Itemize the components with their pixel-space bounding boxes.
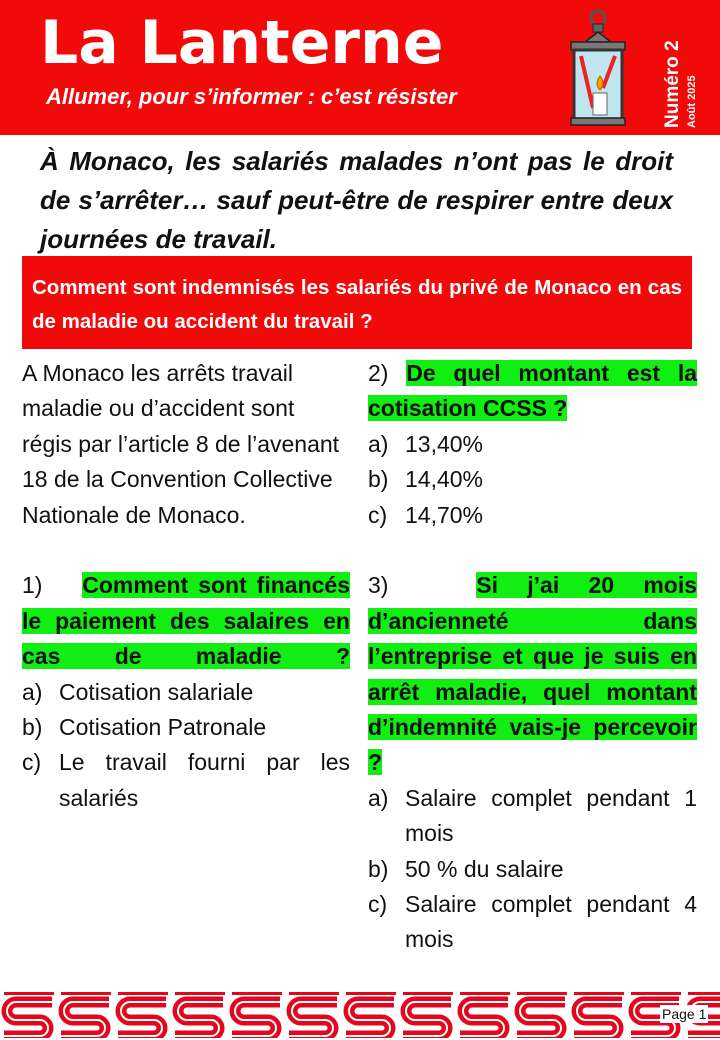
question-3: 3) Si j’ai 20 mois d’ancienneté dans l’entreprise et que je suis en arrêt maladie, quel montant d’indemnité vais-je percevoir ?: [368, 572, 697, 776]
left-column: [22, 356, 350, 816]
intro-paragraph: A Monaco les arrêts travail maladie ou d’accident sont régis par l’article 8 de l’avenant 18 de la Convention Collective Nationale de Monaco.: [22, 360, 340, 528]
issue-number: Numéro 2: [662, 40, 683, 128]
lantern-icon: [563, 8, 633, 128]
question-1: 1) Comment sont financés le paiement des salaires en cas de maladie ?: [22, 572, 350, 670]
issue-info: [662, 40, 698, 128]
answer-item: a) Salaire complet pendant 1 mois: [368, 784, 697, 847]
headline: À Monaco, les salariés malades n’ont pas le droit de s’arrêter… sauf peut-être de respirer entre deux journées de travail.: [40, 146, 673, 254]
question-box: Comment sont indemnisés les salariés du privé de Monaco en cas de maladie ou accident du travail ?: [22, 256, 692, 349]
answer-item: c) Salaire complet pendant 4 mois: [368, 891, 697, 953]
answer-item: b) Cotisation Patronale: [22, 714, 267, 741]
issue-date: Août 2025: [686, 75, 698, 128]
answer-item: c) 14,70%: [368, 501, 484, 528]
question-2: 2) De quel montant est la cotisation CCSS ?: [368, 360, 698, 422]
newsletter-tagline: Allumer, pour s’informer : c’est résister: [46, 84, 457, 109]
answer-item: c) Le travail fourni par les salariés: [22, 749, 350, 811]
newsletter-title: La Lanterne: [40, 8, 444, 78]
answer-item: a) 13,40%: [368, 430, 484, 457]
masthead: [0, 0, 720, 135]
answer-item: b) 14,40%: [368, 466, 484, 493]
right-column: [368, 356, 697, 958]
question-3-text: Si j’ai 20 mois d’ancienneté dans l’entreprise et que je suis en arrêt maladie, quel montant d’indemnité vais-je percevoir ?: [368, 572, 697, 776]
question-1-text: Comment sont financés le paiement des salaires en cas de maladie ?: [22, 572, 350, 670]
decorative-footer-border: [0, 990, 720, 1038]
answer-item: a) Cotisation salariale: [22, 678, 254, 705]
page-number: Page 1: [662, 1006, 707, 1022]
answer-item: b) 50 % du salaire: [368, 855, 564, 882]
question-2-text: De quel montant est la cotisation CCSS ?: [368, 360, 698, 422]
